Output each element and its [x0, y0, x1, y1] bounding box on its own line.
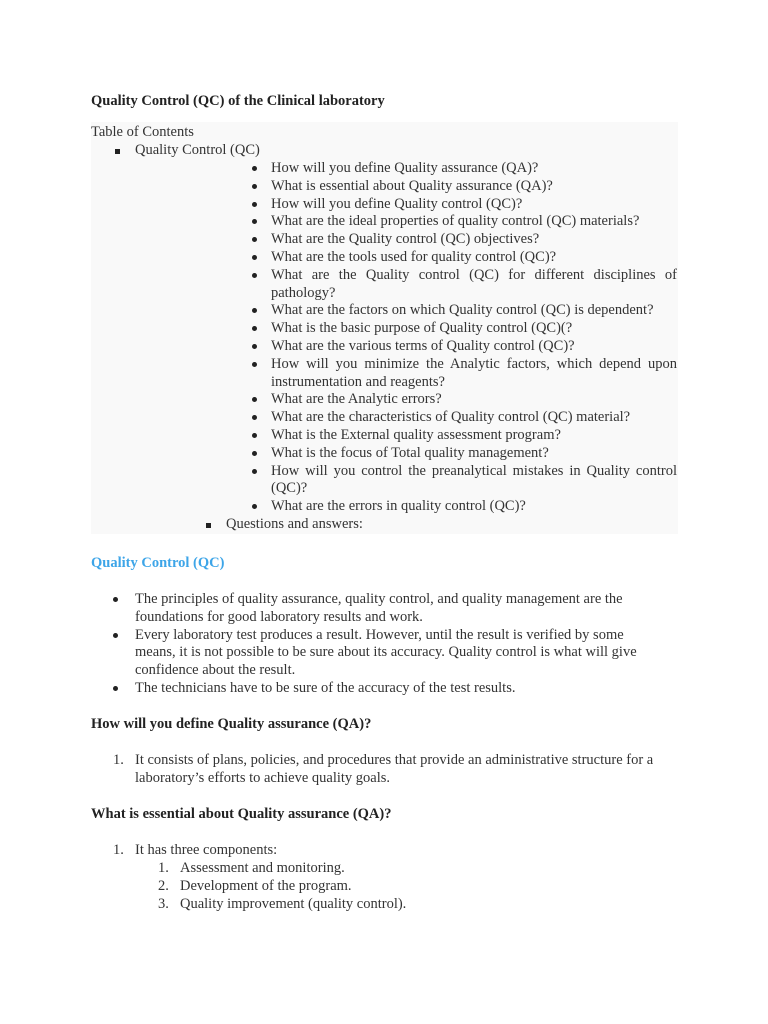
bullet-icon	[252, 184, 257, 189]
toc-item[interactable]: What are the Quality control (QC) objectives?	[271, 231, 677, 249]
bullet-icon	[113, 686, 118, 691]
toc-item[interactable]: What are the ideal properties of quality control (QC) materials?	[271, 213, 677, 231]
toc-item[interactable]: How will you control the preanalytical mistakes in Quality control (QC)?	[271, 463, 677, 499]
heading-define-qa: How will you define Quality assurance (QA)?	[91, 716, 372, 732]
bullet-icon	[252, 504, 257, 509]
toc-item[interactable]: How will you define Quality assurance (QA)?	[271, 160, 677, 178]
toc-link-quality-control[interactable]: Quality Control (QC)	[135, 142, 260, 158]
bullet-icon	[113, 597, 118, 602]
essential-qa-list	[91, 842, 681, 860]
bullet-icon	[252, 433, 257, 438]
bullet-icon	[252, 397, 257, 402]
bullet-icon	[252, 166, 257, 171]
toc-item[interactable]: What are the factors on which Quality control (QC) is dependent?	[271, 302, 677, 320]
page-title: Quality Control (QC) of the Clinical laboratory	[91, 93, 385, 109]
list-item: The technicians have to be sure of the accuracy of the test results.	[91, 680, 651, 698]
list-item: 1. Assessment and monitoring.	[158, 860, 345, 876]
bullet-icon	[252, 415, 257, 420]
bullet-icon	[252, 451, 257, 456]
toc-item[interactable]: What are the characteristics of Quality control (QC) material?	[271, 409, 677, 427]
bullet-icon	[252, 362, 257, 367]
toc-link-questions-answers[interactable]: Questions and answers:	[226, 516, 363, 532]
bullet-icon	[252, 255, 257, 260]
list-item: The principles of quality assurance, quality control, and quality management are the foundations for good laboratory results and work.	[91, 591, 651, 627]
toc-item[interactable]: How will you define Quality control (QC)?	[271, 196, 677, 214]
toc-item[interactable]: What are the Quality control (QC) for different disciplines of pathology?	[271, 267, 677, 303]
square-bullet-icon	[206, 523, 211, 528]
table-of-contents	[91, 122, 678, 534]
bullet-icon	[252, 308, 257, 313]
toc-sublist	[271, 160, 677, 516]
bullet-icon	[252, 469, 257, 474]
list-item: 2. Development of the program.	[158, 877, 352, 894]
bullet-icon	[252, 237, 257, 242]
bullet-icon	[113, 633, 118, 638]
bullet-icon	[252, 344, 257, 349]
bullet-icon	[252, 202, 257, 207]
toc-item[interactable]: What are the Analytic errors?	[271, 391, 677, 409]
toc-item[interactable]: What is the focus of Total quality management?	[271, 445, 677, 463]
toc-item[interactable]: What are the various terms of Quality control (QC)?	[271, 338, 677, 356]
bullet-icon	[252, 219, 257, 224]
toc-heading: Table of Contents	[91, 124, 194, 140]
define-qa-list	[91, 752, 681, 788]
essential-qa-sublist	[91, 860, 681, 913]
list-item: Every laboratory test produces a result. However, until the result is verified by some means, it is not possible to be sure about its accuracy. Quality control is what will give confidence about the result.	[91, 627, 651, 680]
list-item: 1. It has three components:	[113, 842, 278, 858]
bullet-icon	[252, 326, 257, 331]
list-item: 3. Quality improvement (quality control).	[158, 895, 407, 912]
toc-item[interactable]: What are the errors in quality control (QC)?	[271, 498, 677, 516]
qc-bullet-list	[91, 591, 651, 698]
toc-item[interactable]: How will you minimize the Analytic factors, which depend upon instrumentation and reagents?	[271, 356, 677, 392]
square-bullet-icon	[115, 149, 120, 154]
toc-item[interactable]: What is essential about Quality assurance (QA)?	[271, 178, 677, 196]
heading-essential-qa: What is essential about Quality assurance (QA)?	[91, 806, 392, 822]
list-item: 1. It consists of plans, policies, and procedures that provide an administrative structure for a laboratory’s efforts to achieve quality goals.	[113, 752, 654, 786]
toc-item[interactable]: What is the External quality assessment program?	[271, 427, 677, 445]
bullet-icon	[252, 273, 257, 278]
section-heading-quality-control: Quality Control (QC)	[91, 555, 225, 571]
toc-item[interactable]: What are the tools used for quality control (QC)?	[271, 249, 677, 267]
toc-item[interactable]: What is the basic purpose of Quality control (QC)(?	[271, 320, 677, 338]
